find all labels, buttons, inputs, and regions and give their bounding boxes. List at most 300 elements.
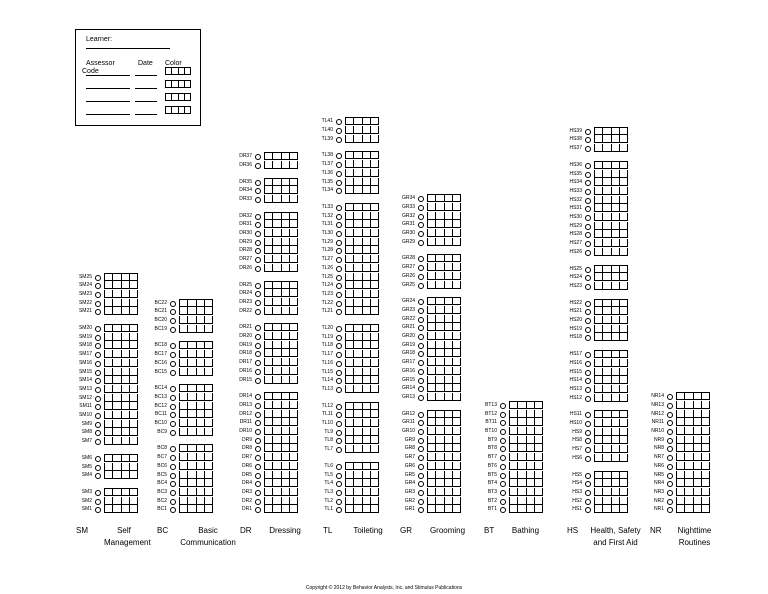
mastery-circle[interactable] bbox=[336, 275, 342, 281]
score-cell[interactable] bbox=[281, 332, 289, 339]
score-cells[interactable] bbox=[594, 325, 628, 333]
score-cell[interactable] bbox=[444, 272, 452, 279]
score-cell[interactable] bbox=[534, 479, 542, 486]
score-cell[interactable] bbox=[362, 264, 370, 271]
score-cell[interactable] bbox=[272, 367, 280, 374]
score-cells[interactable] bbox=[104, 350, 138, 358]
score-cell[interactable] bbox=[112, 505, 120, 512]
score-cell[interactable] bbox=[289, 453, 297, 460]
score-cell[interactable] bbox=[196, 350, 204, 357]
score-cell[interactable] bbox=[281, 298, 289, 305]
score-cell[interactable] bbox=[187, 505, 195, 512]
score-cell[interactable] bbox=[121, 281, 129, 288]
score-cell[interactable] bbox=[677, 505, 684, 512]
mastery-circle[interactable] bbox=[585, 241, 591, 247]
score-cell[interactable] bbox=[534, 497, 542, 504]
score-cell[interactable] bbox=[701, 427, 709, 434]
score-cell[interactable] bbox=[265, 358, 272, 365]
mastery-circle[interactable] bbox=[170, 421, 176, 427]
score-cells[interactable] bbox=[676, 392, 710, 400]
score-cell[interactable] bbox=[105, 376, 112, 383]
mastery-circle[interactable] bbox=[336, 430, 342, 436]
mastery-circle[interactable] bbox=[500, 429, 506, 435]
score-cells[interactable] bbox=[345, 350, 379, 358]
mastery-circle[interactable] bbox=[336, 231, 342, 237]
score-cell[interactable] bbox=[595, 376, 602, 383]
score-cell[interactable] bbox=[362, 368, 370, 375]
score-cell[interactable] bbox=[353, 229, 361, 236]
score-cell[interactable] bbox=[346, 410, 353, 417]
score-cell[interactable] bbox=[187, 453, 195, 460]
score-cell[interactable] bbox=[370, 410, 378, 417]
score-cell[interactable] bbox=[346, 368, 353, 375]
score-cell[interactable] bbox=[129, 489, 137, 495]
score-cell[interactable] bbox=[619, 385, 627, 392]
score-cell[interactable] bbox=[353, 471, 361, 478]
score-cell[interactable] bbox=[272, 213, 280, 219]
score-cell[interactable] bbox=[289, 393, 297, 399]
score-cell[interactable] bbox=[346, 350, 353, 357]
score-cell[interactable] bbox=[204, 325, 212, 332]
score-cell[interactable] bbox=[346, 488, 353, 495]
score-cell[interactable] bbox=[265, 471, 272, 478]
score-cell[interactable] bbox=[444, 393, 452, 400]
mastery-circle[interactable] bbox=[255, 231, 261, 237]
score-cell[interactable] bbox=[362, 307, 370, 314]
score-cell[interactable] bbox=[534, 418, 542, 425]
score-cell[interactable] bbox=[281, 153, 289, 159]
score-cell[interactable] bbox=[112, 359, 120, 366]
score-cells[interactable] bbox=[594, 471, 628, 479]
score-cell[interactable] bbox=[362, 350, 370, 357]
mastery-circle[interactable] bbox=[418, 429, 424, 435]
score-cell[interactable] bbox=[187, 410, 195, 417]
score-cell[interactable] bbox=[346, 403, 353, 409]
score-cell[interactable] bbox=[611, 368, 619, 375]
score-cell[interactable] bbox=[346, 238, 353, 245]
mastery-circle[interactable] bbox=[585, 137, 591, 143]
score-cell[interactable] bbox=[121, 505, 129, 512]
score-cell[interactable] bbox=[452, 367, 460, 374]
score-cell[interactable] bbox=[452, 315, 460, 322]
score-cell[interactable] bbox=[595, 178, 602, 185]
mastery-circle[interactable] bbox=[667, 481, 673, 487]
score-cell[interactable] bbox=[353, 368, 361, 375]
score-cell[interactable] bbox=[428, 411, 435, 417]
score-cell[interactable] bbox=[370, 497, 378, 504]
score-cell[interactable] bbox=[289, 479, 297, 486]
score-cell[interactable] bbox=[272, 264, 280, 271]
score-cell[interactable] bbox=[428, 427, 435, 434]
score-cell[interactable] bbox=[595, 239, 602, 246]
score-cell[interactable] bbox=[595, 385, 602, 392]
mastery-circle[interactable] bbox=[585, 438, 591, 444]
score-cells[interactable] bbox=[104, 273, 138, 281]
score-cell[interactable] bbox=[187, 419, 195, 426]
score-cell[interactable] bbox=[346, 290, 353, 297]
score-cell[interactable] bbox=[265, 497, 272, 504]
score-cell[interactable] bbox=[272, 298, 280, 305]
score-cells[interactable] bbox=[345, 359, 379, 367]
score-cell[interactable] bbox=[602, 196, 610, 203]
score-cells[interactable] bbox=[264, 376, 298, 384]
score-cell[interactable] bbox=[444, 479, 452, 486]
mastery-circle[interactable] bbox=[336, 119, 342, 125]
score-cell[interactable] bbox=[428, 203, 435, 210]
score-cell[interactable] bbox=[452, 384, 460, 391]
mastery-circle[interactable] bbox=[255, 403, 261, 409]
score-cell[interactable] bbox=[370, 333, 378, 340]
score-cell[interactable] bbox=[611, 239, 619, 246]
score-cell[interactable] bbox=[619, 128, 627, 134]
score-cell[interactable] bbox=[693, 410, 701, 417]
mastery-circle[interactable] bbox=[500, 499, 506, 505]
score-cells[interactable] bbox=[676, 436, 710, 444]
score-cells[interactable] bbox=[179, 419, 213, 427]
score-cell[interactable] bbox=[272, 401, 280, 408]
score-cell[interactable] bbox=[701, 505, 709, 512]
mastery-circle[interactable] bbox=[418, 222, 424, 228]
score-cells[interactable] bbox=[104, 299, 138, 307]
score-cell[interactable] bbox=[180, 445, 187, 451]
score-cell[interactable] bbox=[362, 471, 370, 478]
score-cell[interactable] bbox=[370, 255, 378, 262]
score-cell[interactable] bbox=[602, 428, 610, 435]
score-cell[interactable] bbox=[362, 497, 370, 504]
score-cell[interactable] bbox=[204, 462, 212, 469]
score-cell[interactable] bbox=[353, 178, 361, 185]
score-cell[interactable] bbox=[517, 444, 525, 451]
score-cell[interactable] bbox=[510, 497, 517, 504]
score-cell[interactable] bbox=[353, 204, 361, 210]
mastery-circle[interactable] bbox=[585, 387, 591, 393]
mastery-circle[interactable] bbox=[255, 266, 261, 272]
score-cell[interactable] bbox=[180, 402, 187, 409]
mastery-circle[interactable] bbox=[500, 446, 506, 452]
score-cell[interactable] bbox=[281, 220, 289, 227]
score-cell[interactable] bbox=[187, 325, 195, 332]
score-cell[interactable] bbox=[362, 169, 370, 176]
score-cell[interactable] bbox=[517, 410, 525, 417]
score-cell[interactable] bbox=[353, 152, 361, 158]
mastery-circle[interactable] bbox=[255, 369, 261, 375]
score-cells[interactable] bbox=[264, 220, 298, 228]
score-cells[interactable] bbox=[427, 332, 461, 340]
score-cells[interactable] bbox=[676, 418, 710, 426]
score-cell[interactable] bbox=[265, 264, 272, 271]
score-cell[interactable] bbox=[346, 152, 353, 158]
score-cells[interactable] bbox=[509, 488, 543, 496]
score-cell[interactable] bbox=[452, 411, 460, 417]
score-cell[interactable] bbox=[611, 144, 619, 151]
mastery-circle[interactable] bbox=[585, 507, 591, 513]
score-cells[interactable] bbox=[345, 307, 379, 315]
score-cell[interactable] bbox=[701, 410, 709, 417]
score-cell[interactable] bbox=[452, 471, 460, 478]
mastery-circle[interactable] bbox=[95, 439, 101, 445]
score-cell[interactable] bbox=[370, 307, 378, 314]
score-cell[interactable] bbox=[112, 420, 120, 427]
score-cell[interactable] bbox=[272, 453, 280, 460]
score-cell[interactable] bbox=[611, 359, 619, 366]
mastery-circle[interactable] bbox=[418, 395, 424, 401]
score-cell[interactable] bbox=[611, 248, 619, 255]
score-cell[interactable] bbox=[353, 436, 361, 443]
score-cells[interactable] bbox=[427, 393, 461, 401]
score-cells[interactable] bbox=[179, 316, 213, 324]
score-cells[interactable] bbox=[345, 299, 379, 307]
mastery-circle[interactable] bbox=[585, 198, 591, 204]
score-cell[interactable] bbox=[595, 454, 602, 461]
score-cell[interactable] bbox=[362, 281, 370, 288]
mastery-circle[interactable] bbox=[255, 222, 261, 228]
score-cell[interactable] bbox=[112, 274, 120, 280]
score-cell[interactable] bbox=[619, 213, 627, 220]
score-cell[interactable] bbox=[701, 497, 709, 504]
score-cell[interactable] bbox=[362, 341, 370, 348]
score-cells[interactable] bbox=[509, 471, 543, 479]
score-cell[interactable] bbox=[435, 281, 443, 288]
mastery-circle[interactable] bbox=[336, 412, 342, 418]
score-cell[interactable] bbox=[129, 505, 137, 512]
score-cell[interactable] bbox=[129, 341, 137, 348]
score-cells[interactable] bbox=[594, 368, 628, 376]
score-cell[interactable] bbox=[105, 437, 112, 444]
score-cell[interactable] bbox=[602, 273, 610, 280]
score-cell[interactable] bbox=[452, 298, 460, 304]
score-cell[interactable] bbox=[444, 281, 452, 288]
score-cells[interactable] bbox=[345, 203, 379, 211]
mastery-circle[interactable] bbox=[255, 309, 261, 315]
score-cells[interactable] bbox=[104, 463, 138, 471]
score-cell[interactable] bbox=[272, 324, 280, 330]
score-cell[interactable] bbox=[510, 462, 517, 469]
mastery-circle[interactable] bbox=[336, 240, 342, 246]
mastery-circle[interactable] bbox=[255, 214, 261, 220]
score-cells[interactable] bbox=[509, 497, 543, 505]
score-cell[interactable] bbox=[265, 238, 272, 245]
score-cell[interactable] bbox=[595, 472, 602, 478]
score-cell[interactable] bbox=[611, 376, 619, 383]
score-cell[interactable] bbox=[362, 333, 370, 340]
score-cell[interactable] bbox=[370, 135, 378, 142]
mastery-circle[interactable] bbox=[170, 490, 176, 496]
score-cells[interactable] bbox=[427, 297, 461, 305]
score-cell[interactable] bbox=[602, 135, 610, 142]
mastery-circle[interactable] bbox=[500, 481, 506, 487]
score-cell[interactable] bbox=[370, 359, 378, 366]
score-cell[interactable] bbox=[289, 264, 297, 271]
score-cell[interactable] bbox=[272, 153, 280, 159]
score-cell[interactable] bbox=[677, 444, 684, 451]
score-cells[interactable] bbox=[264, 264, 298, 272]
mastery-circle[interactable] bbox=[418, 196, 424, 202]
score-cell[interactable] bbox=[105, 497, 112, 504]
score-cell[interactable] bbox=[452, 427, 460, 434]
score-cell[interactable] bbox=[595, 222, 602, 229]
score-cell[interactable] bbox=[112, 299, 120, 306]
mastery-circle[interactable] bbox=[418, 412, 424, 418]
mastery-circle[interactable] bbox=[170, 507, 176, 513]
score-cell[interactable] bbox=[129, 411, 137, 418]
score-cells[interactable] bbox=[264, 289, 298, 297]
score-cell[interactable] bbox=[602, 333, 610, 340]
mastery-circle[interactable] bbox=[585, 232, 591, 238]
score-cells[interactable] bbox=[345, 419, 379, 427]
score-cell[interactable] bbox=[595, 213, 602, 220]
score-cell[interactable] bbox=[265, 349, 272, 356]
score-cell[interactable] bbox=[265, 255, 272, 262]
score-cell[interactable] bbox=[684, 497, 692, 504]
score-cell[interactable] bbox=[346, 160, 353, 167]
score-cell[interactable] bbox=[428, 255, 435, 261]
score-cell[interactable] bbox=[353, 126, 361, 133]
score-cells[interactable] bbox=[345, 212, 379, 220]
score-cell[interactable] bbox=[105, 428, 112, 435]
mastery-circle[interactable] bbox=[667, 499, 673, 505]
score-cell[interactable] bbox=[428, 315, 435, 322]
mastery-circle[interactable] bbox=[255, 325, 261, 331]
score-cell[interactable] bbox=[693, 462, 701, 469]
mastery-circle[interactable] bbox=[255, 188, 261, 194]
score-cell[interactable] bbox=[534, 436, 542, 443]
mastery-circle[interactable] bbox=[585, 378, 591, 384]
score-cell[interactable] bbox=[611, 472, 619, 478]
score-cell[interactable] bbox=[265, 307, 272, 314]
score-cell[interactable] bbox=[281, 341, 289, 348]
score-cells[interactable] bbox=[264, 410, 298, 418]
score-cells[interactable] bbox=[264, 436, 298, 444]
score-cells[interactable] bbox=[345, 169, 379, 177]
mastery-circle[interactable] bbox=[255, 351, 261, 357]
score-cell[interactable] bbox=[129, 368, 137, 375]
score-cell[interactable] bbox=[362, 212, 370, 219]
score-cells[interactable] bbox=[104, 505, 138, 513]
code-line-3[interactable] bbox=[86, 101, 130, 102]
score-cell[interactable] bbox=[444, 488, 452, 495]
score-cell[interactable] bbox=[353, 307, 361, 314]
score-cell[interactable] bbox=[196, 479, 204, 486]
score-cell[interactable] bbox=[693, 444, 701, 451]
score-cell[interactable] bbox=[353, 135, 361, 142]
mastery-circle[interactable] bbox=[255, 334, 261, 340]
score-cells[interactable] bbox=[104, 488, 138, 496]
score-cells[interactable] bbox=[427, 281, 461, 289]
score-cell[interactable] bbox=[611, 204, 619, 211]
mastery-circle[interactable] bbox=[255, 300, 261, 306]
score-cell[interactable] bbox=[112, 471, 120, 478]
mastery-circle[interactable] bbox=[255, 394, 261, 400]
score-cells[interactable] bbox=[427, 238, 461, 246]
score-cell[interactable] bbox=[196, 505, 204, 512]
score-cell[interactable] bbox=[452, 436, 460, 443]
score-cell[interactable] bbox=[346, 471, 353, 478]
score-cells[interactable] bbox=[594, 350, 628, 358]
score-cell[interactable] bbox=[684, 471, 692, 478]
score-cell[interactable] bbox=[353, 246, 361, 253]
mastery-circle[interactable] bbox=[585, 189, 591, 195]
score-cell[interactable] bbox=[204, 307, 212, 314]
score-cells[interactable] bbox=[345, 488, 379, 496]
score-cell[interactable] bbox=[121, 489, 129, 495]
score-cell[interactable] bbox=[435, 444, 443, 451]
score-cell[interactable] bbox=[684, 427, 692, 434]
score-cell[interactable] bbox=[105, 471, 112, 478]
score-cell[interactable] bbox=[105, 489, 112, 495]
score-cell[interactable] bbox=[346, 118, 353, 124]
score-cell[interactable] bbox=[180, 453, 187, 460]
score-cell[interactable] bbox=[435, 462, 443, 469]
score-cell[interactable] bbox=[362, 445, 370, 452]
score-cell[interactable] bbox=[452, 281, 460, 288]
score-cells[interactable] bbox=[427, 358, 461, 366]
score-cell[interactable] bbox=[619, 394, 627, 401]
score-cell[interactable] bbox=[281, 444, 289, 451]
score-cell[interactable] bbox=[112, 325, 120, 331]
score-cell[interactable] bbox=[112, 368, 120, 375]
score-cell[interactable] bbox=[129, 281, 137, 288]
score-cell[interactable] bbox=[121, 463, 129, 470]
mastery-circle[interactable] bbox=[418, 283, 424, 289]
score-cell[interactable] bbox=[444, 444, 452, 451]
mastery-circle[interactable] bbox=[336, 335, 342, 341]
score-cells[interactable] bbox=[345, 290, 379, 298]
mastery-circle[interactable] bbox=[336, 370, 342, 376]
score-cell[interactable] bbox=[534, 402, 542, 408]
score-cell[interactable] bbox=[289, 186, 297, 193]
mastery-circle[interactable] bbox=[667, 420, 673, 426]
mastery-circle[interactable] bbox=[170, 430, 176, 436]
score-cell[interactable] bbox=[526, 436, 534, 443]
score-cell[interactable] bbox=[428, 358, 435, 365]
score-cell[interactable] bbox=[204, 505, 212, 512]
score-cell[interactable] bbox=[611, 128, 619, 134]
score-cell[interactable] bbox=[346, 229, 353, 236]
score-cell[interactable] bbox=[595, 300, 602, 306]
score-cell[interactable] bbox=[693, 479, 701, 486]
mastery-circle[interactable] bbox=[585, 370, 591, 376]
score-cell[interactable] bbox=[517, 471, 525, 478]
score-cells[interactable] bbox=[179, 428, 213, 436]
score-cells[interactable] bbox=[676, 462, 710, 470]
score-cell[interactable] bbox=[289, 153, 297, 159]
mastery-circle[interactable] bbox=[95, 283, 101, 289]
score-cell[interactable] bbox=[602, 300, 610, 306]
score-cell[interactable] bbox=[187, 497, 195, 504]
score-cell[interactable] bbox=[121, 376, 129, 383]
score-cells[interactable] bbox=[345, 402, 379, 410]
score-cells[interactable] bbox=[264, 497, 298, 505]
score-cell[interactable] bbox=[112, 350, 120, 357]
score-cell[interactable] bbox=[595, 230, 602, 237]
score-cells[interactable] bbox=[594, 248, 628, 256]
score-cells[interactable] bbox=[345, 410, 379, 418]
score-cell[interactable] bbox=[129, 428, 137, 435]
mastery-circle[interactable] bbox=[418, 214, 424, 220]
score-cell[interactable] bbox=[353, 419, 361, 426]
score-cell[interactable] bbox=[370, 479, 378, 486]
mastery-circle[interactable] bbox=[170, 412, 176, 418]
score-cell[interactable] bbox=[265, 393, 272, 399]
score-cells[interactable] bbox=[345, 151, 379, 159]
score-cells[interactable] bbox=[264, 341, 298, 349]
mastery-circle[interactable] bbox=[255, 180, 261, 186]
score-cells[interactable] bbox=[594, 394, 628, 402]
score-cell[interactable] bbox=[187, 300, 195, 306]
score-cell[interactable] bbox=[346, 255, 353, 262]
score-cell[interactable] bbox=[346, 463, 353, 469]
score-cell[interactable] bbox=[112, 489, 120, 495]
